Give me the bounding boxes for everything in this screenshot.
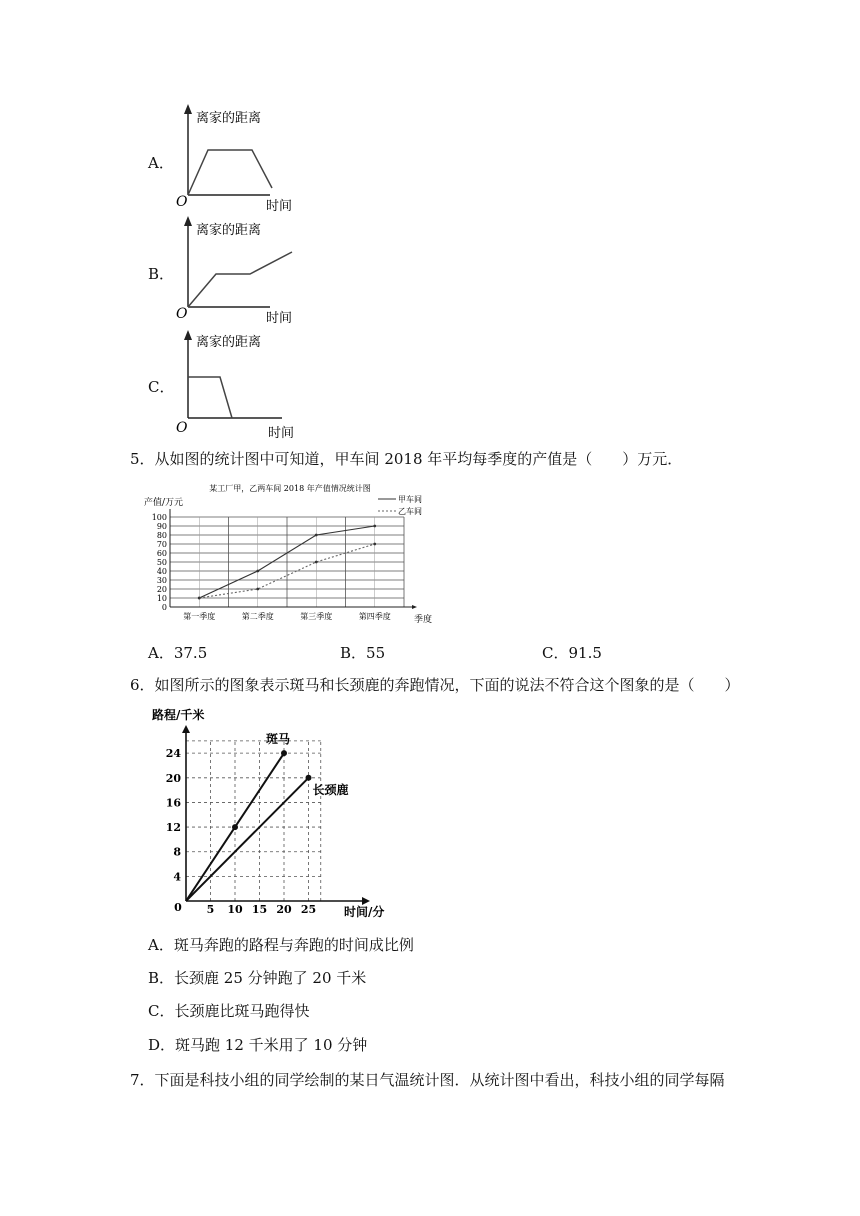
q5-option-b: B．55 xyxy=(340,644,386,662)
y-axis-label: 路程/千米 xyxy=(152,708,205,722)
x-axis-label: 时间 xyxy=(266,311,293,324)
distance-line xyxy=(188,150,272,195)
y-tick-label: 0 xyxy=(161,603,167,612)
y-axis-label: 离家的距离 xyxy=(196,223,262,238)
q4-option-b-graph xyxy=(170,212,300,324)
y-axis-arrow xyxy=(184,330,192,340)
q6-option-a: A．斑马奔跑的路程与奔跑的时间成比例 xyxy=(148,936,414,954)
y-tick-label: 4 xyxy=(173,870,181,884)
y-axis-arrow xyxy=(182,725,190,733)
distance-line xyxy=(188,377,232,418)
q6-running-chart xyxy=(150,705,390,920)
x-tick-label: 第三季度 xyxy=(300,612,333,621)
data-point xyxy=(256,588,259,591)
y-tick-label: 10 xyxy=(156,594,167,603)
q4-option-b-label: B． xyxy=(148,265,175,283)
q7-text: 下面是科技小组的同学绘制的某日气温统计图．从统计图中看出，科技小组的同学每隔 xyxy=(154,1071,725,1089)
x-axis-label: 时间 xyxy=(266,199,293,212)
origin-label: O xyxy=(176,194,188,210)
q5-question xyxy=(130,449,682,469)
q4-option-c-label: C． xyxy=(148,378,175,396)
y-tick-label: 100 xyxy=(151,513,167,522)
x-tick-label: 5 xyxy=(206,903,215,916)
y-axis-arrow xyxy=(184,104,192,114)
x-tick-label: 15 xyxy=(251,903,268,916)
series-label-giraffe: 长颈鹿 xyxy=(312,782,349,797)
y-tick-label: 70 xyxy=(156,540,167,549)
x-tick-label: 10 xyxy=(227,903,243,916)
x-axis-label: 时间/分 xyxy=(344,905,385,919)
q6-question xyxy=(130,675,740,695)
q6-option-d: D．斑马跑 12 千米用了 10 分钟 xyxy=(148,1036,368,1054)
q4-option-a-label: A． xyxy=(148,154,174,172)
data-point xyxy=(256,570,259,573)
y-tick-label: 30 xyxy=(156,576,167,585)
x-axis-label: 季度 xyxy=(414,615,433,625)
x-tick-label: 20 xyxy=(276,903,292,916)
q5-option-a: A．37.5 xyxy=(148,644,208,662)
q6-option-c: C．长颈鹿比斑马跑得快 xyxy=(148,1002,310,1020)
x-tick-label: 第二季度 xyxy=(241,612,274,621)
y-tick-label: 80 xyxy=(156,531,167,540)
y-tick-label: 50 xyxy=(156,558,167,567)
q6-option-b: B．长颈鹿 25 分钟跑了 20 千米 xyxy=(148,969,367,987)
y-tick-label: 40 xyxy=(156,567,167,576)
origin-label: O xyxy=(176,306,188,322)
q4-option-c-graph xyxy=(170,326,305,442)
y-tick-label: 90 xyxy=(156,522,167,531)
data-point xyxy=(198,597,201,600)
data-point xyxy=(232,824,238,830)
origin-label: 0 xyxy=(174,901,182,914)
data-point xyxy=(315,561,318,564)
origin-label: O xyxy=(176,420,188,436)
y-axis-label: 离家的距离 xyxy=(196,111,262,126)
x-axis-arrow xyxy=(362,897,370,905)
series-line-giraffe xyxy=(186,778,309,901)
q5-production-chart xyxy=(140,480,440,628)
q5-option-c: C．91.5 xyxy=(542,644,602,662)
y-tick-label: 20 xyxy=(165,771,181,785)
series-label-zebra: 斑马 xyxy=(266,732,291,747)
y-tick-label: 20 xyxy=(156,585,167,594)
q6-text: 如图所示的图象表示斑马和长颈鹿的奔跑情况，下面的说法不符合这个图象的是（ ） xyxy=(154,676,740,694)
data-point xyxy=(373,525,376,528)
y-tick-label: 12 xyxy=(165,821,181,835)
legend-label-yi: 乙车间 xyxy=(398,507,422,516)
chart-title: 某工厂甲，乙两车间 2018 年产值情况统计图 xyxy=(209,484,371,493)
data-point xyxy=(306,775,312,781)
q7-question xyxy=(130,1070,725,1090)
y-tick-label: 16 xyxy=(165,796,181,810)
x-axis-arrow xyxy=(412,605,417,609)
distance-line xyxy=(188,252,292,307)
data-point xyxy=(281,750,287,756)
y-axis-arrow xyxy=(184,216,192,226)
q5-text: 从如图的统计图中可知道，甲车间 2018 年平均每季度的产值是（ ）万元． xyxy=(154,450,683,468)
legend-label-jia: 甲车间 xyxy=(398,495,422,504)
q5-number: 5． xyxy=(130,450,155,468)
y-tick-label: 60 xyxy=(156,549,167,558)
data-point xyxy=(315,534,318,537)
x-axis-label: 时间 xyxy=(268,426,295,441)
q6-number: 6． xyxy=(130,676,155,694)
y-tick-label: 24 xyxy=(165,747,181,761)
y-axis-label: 离家的距离 xyxy=(196,335,262,350)
x-tick-label: 第四季度 xyxy=(358,612,391,621)
y-axis-label: 产值/万元 xyxy=(144,498,184,508)
q4-option-a-graph xyxy=(170,100,300,212)
y-tick-label: 8 xyxy=(173,845,181,859)
data-point xyxy=(373,543,376,546)
q7-number: 7． xyxy=(130,1071,155,1089)
x-tick-label: 25 xyxy=(300,903,317,916)
x-tick-label: 第一季度 xyxy=(183,612,216,621)
